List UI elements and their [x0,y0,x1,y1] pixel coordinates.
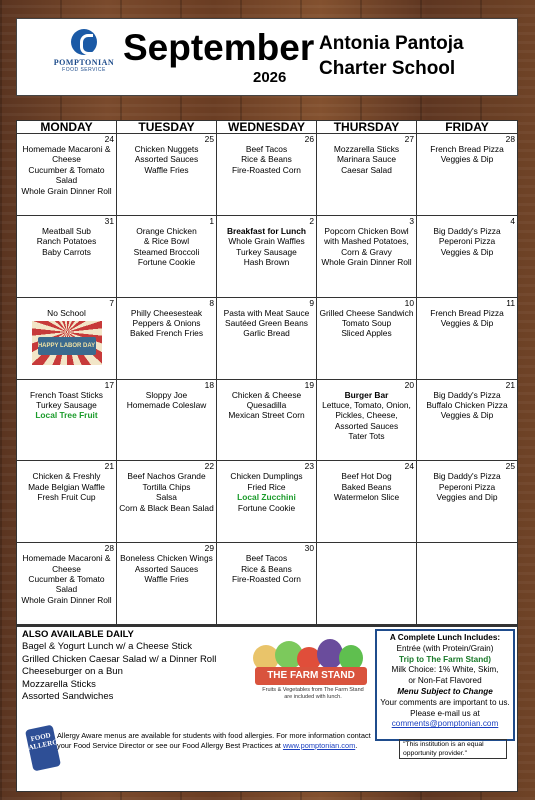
menu-item: French Bread Pizza [430,307,504,318]
menu-day-cell [217,298,317,380]
menu-item: Fortune Cookie [137,257,196,268]
menu-item: Sliced Apples [341,328,392,339]
farm-stand-title: THE FARM STAND [255,667,367,685]
menu-day-cell [317,216,417,298]
menu-item: Sautéed Green Beans [225,318,308,329]
also-available-title: ALSO AVAILABLE DAILY [22,629,134,640]
complete-lunch-milk: Milk Choice: 1% White, Skim, [391,665,499,675]
menu-item: Tortilla Chips [142,481,191,492]
menu-item: Marinara Sauce [336,154,397,165]
day-number: 22 [204,461,214,472]
school-name [319,31,464,81]
complete-lunch-milk-2: or Non-Fat Flavored [408,676,482,686]
menu-item: Cucumber & Tomato Salad [28,164,105,186]
menu-item: Whole Grain Dinner Roll [321,257,412,268]
day-number: 17 [104,379,114,390]
menu-day-cell [317,134,417,216]
menu-item: Veggies and Dip [436,492,498,503]
menu-item: Big Daddy's Pizza [433,225,501,236]
menu-item: Chicken Nuggets [134,144,199,154]
day-number: 11 [506,297,515,308]
menu-item: Whole Grain Waffles [228,236,305,247]
day-number: 24 [104,134,114,144]
menu-item: Baked French Fries [129,328,204,339]
month-title: September [123,27,315,68]
day-header-monday: MONDAY [17,121,117,134]
footer-panel [16,626,518,792]
day-number: 3 [409,215,414,226]
menu-item: Assorted Sauces [134,154,199,165]
menu-day-cell [417,461,517,543]
logo-name: POMPTONIAN [53,58,115,67]
menu-item: Beef Nachos Grande [127,471,206,482]
pomptonian-logo [47,29,121,73]
day-number: 8 [209,297,214,308]
day-number: 1 [209,215,214,226]
day-number: 28 [505,134,515,144]
menu-item: Mozzarella Sticks [333,144,400,154]
also-available-item: Assorted Sandwiches [22,691,114,702]
day-number: 30 [304,543,314,554]
menu-item: Orange Chicken [136,225,197,236]
day-header-wednesday: WEDNESDAY [217,121,317,134]
menu-item: Homemade Macaroni & Cheese [22,553,111,574]
menu-item: Assorted Sauces [134,563,199,574]
menu-item: Homemade Macaroni & Cheese [22,144,111,165]
menu-item: Rice & Beans [241,154,292,165]
complete-lunch-farm-stand: Trip to The Farm Stand) [399,654,491,664]
menu-item: Fortune Cookie [237,502,296,513]
menu-item: Beef Hot Dog [341,471,392,482]
menu-day-cell [17,380,117,462]
menu-item: Big Daddy's Pizza [433,471,501,482]
menu-item: with Mashed Potatoes, [324,236,409,247]
complete-lunch-entree: Entrée (with Protein/Grain) [396,643,494,653]
complete-lunch-title: A Complete Lunch Includes: [389,633,501,642]
menu-item: Beef Tacos [245,553,288,564]
menu-item: French Bread Pizza [430,144,504,154]
menu-item: Cucumber & Tomato Salad [28,573,105,595]
email-note: Please e-mail us at [410,708,480,718]
menu-item: Homemade Coleslaw [126,399,207,410]
menu-day-cell [17,298,117,380]
labor-day-banner: HAPPY LABOR DAY [38,337,96,355]
menu-item: Pickles, Cheese, [335,410,398,421]
menu-item: & Rice Bowl [143,236,190,247]
day-number: 9 [309,297,314,308]
menu-item: Turkey Sausage [36,399,97,410]
farm-stand-tagline: Fruits & Vegetables from The Farm Stand are included with lunch. [262,687,364,700]
menu-item: Watermelon Slice [333,492,400,503]
menu-day-cell [417,134,517,216]
menu-item: Big Daddy's Pizza [433,389,501,400]
day-number: 10 [404,297,414,308]
menu-day-cell [217,461,317,543]
menu-item: Lettuce, Tomato, Onion, [322,399,411,410]
day-number: 27 [404,134,414,144]
menu-day-cell [317,298,417,380]
menu-day-cell [17,461,117,543]
day-number: 26 [304,134,314,144]
menu-item: Garlic Bread [243,328,290,339]
allergy-note: Allergy Aware menus are available for students with food allergies. For more information contact your Food Service Director or see our Food Allergy Best Practices at www.pomptonian.com. [57,731,371,750]
complete-lunch-box [375,629,515,741]
menu-day-cell [317,543,417,625]
menu-item: Local Zucchini [237,492,296,503]
also-available-item: Cheeseburger on a Bun [22,666,123,677]
menu-item: Veggies & Dip [440,318,494,329]
menu-item: Peperoni Pizza [438,236,496,247]
day-number: 28 [104,543,114,554]
also-available-item: Mozzarella Sticks [22,678,96,690]
menu-day-cell [117,543,217,625]
menu-item: Philly Cheesesteak [130,307,203,318]
day-number: 2 [309,215,314,226]
menu-item: Baby Carrots [42,246,91,257]
farm-stand-logo [235,637,375,707]
menu-item: Meatball Sub [42,225,91,236]
also-available-item: Grilled Chicken Caesar Salad w/ a Dinner Roll [22,653,217,665]
year-label: 2026 [253,69,287,86]
menu-item: No School [47,307,86,318]
menu-day-cell [17,543,117,625]
menu-item: Fire-Roasted Corn [232,164,301,175]
menu-item: Whole Grain Dinner Roll [21,594,112,605]
menu-item: Pasta with Meat Sauce [223,307,310,318]
menu-item: Veggies & Dip [440,410,494,421]
menu-item: Fried Rice [247,481,286,492]
day-header-friday: FRIDAY [417,121,517,134]
menu-day-cell [217,543,317,625]
menu-item: Popcorn Chicken Bowl [324,225,409,236]
menu-item: Mexican Street Corn [228,410,305,421]
day-header-tuesday: TUESDAY [117,121,217,134]
menu-item: Whole Grain Dinner Roll [21,185,112,196]
menu-item: Salsa [156,492,177,503]
menu-item: Fresh Fruit Cup [37,492,96,503]
logo-subtitle: FOOD SERVICE [62,67,106,73]
comments-email-link[interactable]: comments@pomptonian.com [391,719,499,729]
also-available-section [22,629,247,704]
menu-item: Tater Tots [348,431,385,442]
equal-opportunity-note: "This institution is an equal opportunity provider." [399,739,507,759]
allergy-note-text: Allergy Aware menus are available for students with food allergies. For more information contact your Food Service Director or see our Food Allergy Best Practices at [57,731,371,750]
menu-item: Breakfast for Lunch [226,225,307,236]
menu-day-cell [417,298,517,380]
menu-calendar [16,120,518,626]
menu-item: Sloppy Joe [145,389,188,400]
day-number: 24 [404,461,414,472]
day-number: 23 [304,461,314,472]
day-number: 25 [204,134,214,144]
day-number: 29 [204,543,214,554]
menu-day-cell [217,380,317,462]
menu-item: Ranch Potatoes [36,236,97,247]
menu-item: Turkey Sausage [236,246,297,257]
menu-day-cell [17,134,117,216]
menu-item: Rice & Beans [241,563,292,574]
menu-day-cell [317,461,417,543]
menu-day-cell [417,380,517,462]
menu-item: Chicken & Cheese [231,389,302,400]
menu-item: Chicken Dumplings [230,471,303,482]
day-header-thursday: THURSDAY [317,121,417,134]
pomptonian-logo-icon [71,29,97,55]
menu-item: Buffalo Chicken Pizza [426,399,508,410]
day-number: 25 [505,461,515,472]
day-number: 18 [204,379,214,390]
menu-item: Veggies & Dip [440,154,494,165]
menu-item: Beef Tacos [245,144,288,154]
menu-day-cell [117,298,217,380]
menu-item: Fire-Roasted Corn [232,573,301,584]
menu-item: Corn & Gravy [341,246,392,257]
menu-item: Baked Beans [341,481,392,492]
food-allergies-logo: FOOD ALLERGIES [25,725,61,772]
also-available-item: Bagel & Yogurt Lunch w/ a Cheese Stick [22,641,193,652]
pomptonian-website-link[interactable]: www.pomptonian.com [282,740,356,750]
menu-day-cell [417,543,517,625]
menu-item: Burger Bar [344,389,389,400]
menu-item: Quesadilla [246,399,287,410]
menu-item: French Toast Sticks [30,389,103,400]
menu-item: Local Tree Fruit [35,410,98,421]
menu-item: Boneless Chicken Wings [120,553,213,564]
menu-day-cell [217,134,317,216]
day-number: 4 [510,215,515,226]
menu-day-cell [117,380,217,462]
day-number: 31 [104,215,114,226]
day-number: 21 [505,379,515,390]
menu-item: Waffle Fries [144,164,189,175]
menu-item: Veggies & Dip [440,246,494,257]
menu-item: Waffle Fries [144,573,189,584]
menu-day-cell [317,380,417,462]
menu-item: Assorted Sauces [334,420,399,431]
day-number: 20 [404,379,414,390]
menu-item: Corn & Black Bean Salad [119,502,214,513]
menu-day-cell [117,134,217,216]
menu-day-cell [417,216,517,298]
school-name-line2: Charter School [319,58,456,79]
menu-day-cell [217,216,317,298]
menu-header [16,18,518,96]
day-number: 21 [104,461,114,472]
menu-item: Peperoni Pizza [438,481,496,492]
menu-item: Made Belgian Waffle [28,481,105,492]
menu-item: Peppers & Onions [132,318,201,329]
menu-day-cell [17,216,117,298]
menu-subject-to-change: Menu Subject to Change [397,686,493,696]
labor-day-image [32,321,102,365]
menu-item: Chicken & Freshly [32,471,101,482]
menu-item: Tomato Soup [341,318,392,329]
menu-item: Grilled Cheese Sandwich [319,307,414,318]
comments-note: Your comments are important to us. [380,697,510,707]
menu-day-cell [117,216,217,298]
menu-day-cell [117,461,217,543]
day-number: 7 [109,297,114,308]
menu-item: Caesar Salad [341,164,392,175]
also-available-list [22,641,247,704]
day-number: 19 [304,379,314,390]
school-name-line1: Antonia Pantoja [319,33,464,54]
menu-item: Hash Brown [243,257,290,268]
menu-item: Steamed Broccoli [133,246,200,257]
